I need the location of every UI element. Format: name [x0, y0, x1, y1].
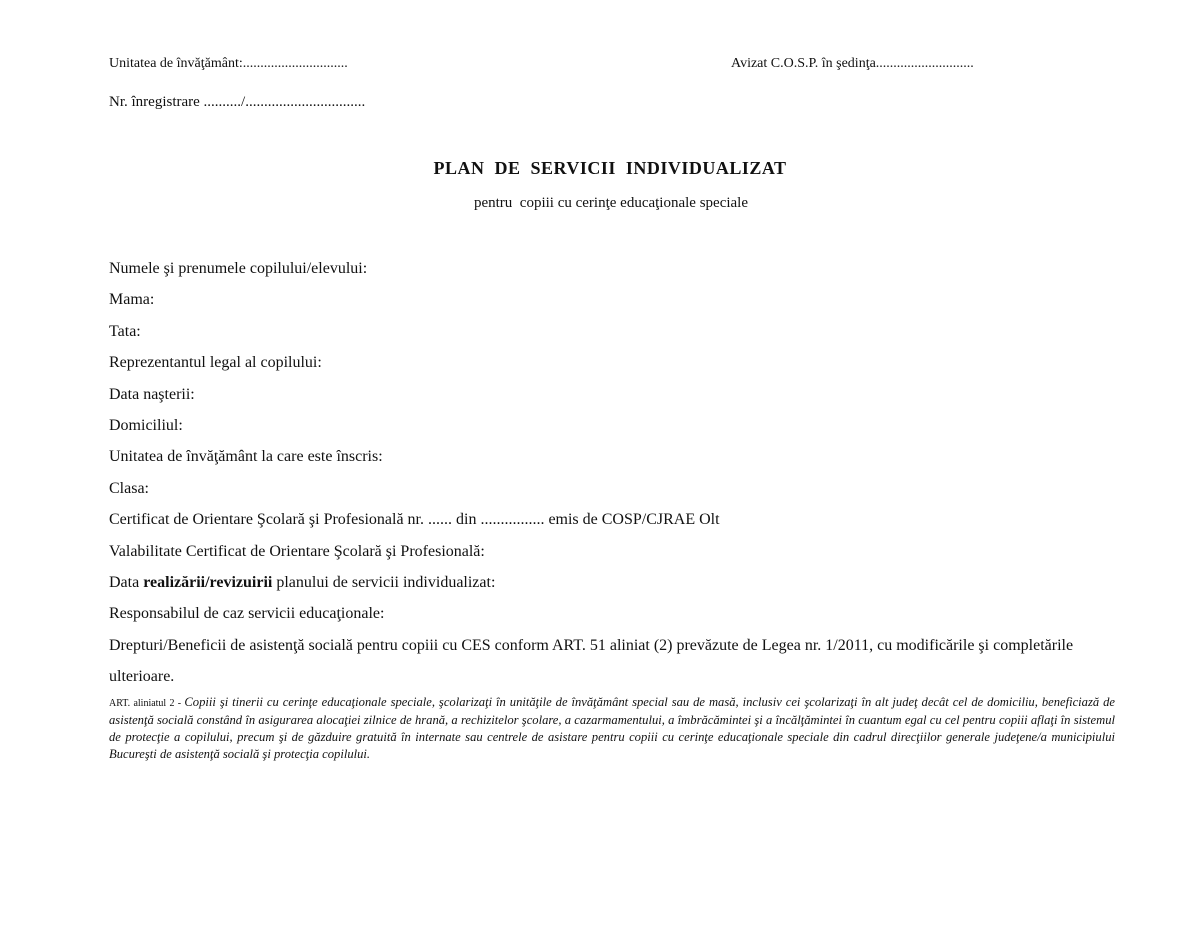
field-social-rights: Drepturi/Beneficii de asistenţă socială pentru copiii cu CES conform ART. 51 aliniat (2) prevăzute de Legea nr. 1/2011, cu modificările şi completările ulterioare. [109, 636, 1074, 686]
field-certificate-validity: Valabilitate Certificat de Orientare Şcolară şi Profesională: [109, 542, 485, 560]
plan-date-prefix: Data [109, 573, 144, 591]
legal-note [109, 694, 1115, 763]
field-school-enrolled: Unitatea de învăţământ la care este înscris: [109, 448, 383, 466]
form-fields [109, 253, 1119, 693]
field-case-manager: Responsabilul de caz servicii educaţionale: [109, 605, 385, 623]
plan-date-bold: realizării/revizuirii [143, 573, 273, 591]
legal-note-label: ART. aliniatul 2 - [109, 698, 185, 709]
field-child-name: Numele şi prenumele copilului/elevului: [109, 260, 368, 277]
document-subtitle: pentru copiii cu cerinţe educaţionale speciale [473, 195, 749, 211]
plan-date-suffix: planului de servicii individualizat: [272, 573, 496, 591]
field-mother: Mama: [109, 291, 155, 309]
field-certificate: Certificat de Orientare Şcolară şi Profesională nr. ...... din ................ emis de COSP/CJRAE Olt [109, 511, 720, 529]
field-birth-date: Data naşterii: [109, 385, 195, 403]
field-class: Clasa: [109, 479, 149, 497]
cosp-notice-header: Avizat C.O.S.P. în şedinţa............................ [731, 56, 974, 71]
document-title: PLAN DE SERVICII INDIVIDUALIZAT [433, 158, 787, 178]
school-unit-header: Unitatea de învăţământ:.............................. [109, 56, 348, 71]
registration-number: Nr. înregistrare ........../................................ [109, 94, 366, 110]
field-father: Tata: [109, 322, 141, 340]
field-plan-date [109, 567, 1119, 598]
field-domicile: Domiciliul: [109, 416, 183, 434]
legal-note-text: Copiii şi tinerii cu cerinţe educaţionale speciale, şcolarizaţi în unităţile de învăţământ special sau de masă, inclusiv cei şcolarizaţi în alt judeţ decât cel de domiciliu, beneficiază de asistenţă socială constând în asigurarea alocaţiei zilnice de hrană, a rechizitelor şcolare, a cazarmamentului, a îmbrăcămintei şi a încălţămintei în cuantum egal cu cel pentru copiii aflaţi în sistemul de protecţie a copilului, precum şi de găzduire gratuită în internate sau centrele de asistare pentru copiii cu cerinţe educaţionale speciale din cadrul direcţiilor generale judeţene/a municipiului Bucureşti de asistenţă socială şi protecţia copilului. [109, 695, 1115, 761]
field-legal-representative: Reprezentantul legal al copilului: [109, 354, 322, 372]
